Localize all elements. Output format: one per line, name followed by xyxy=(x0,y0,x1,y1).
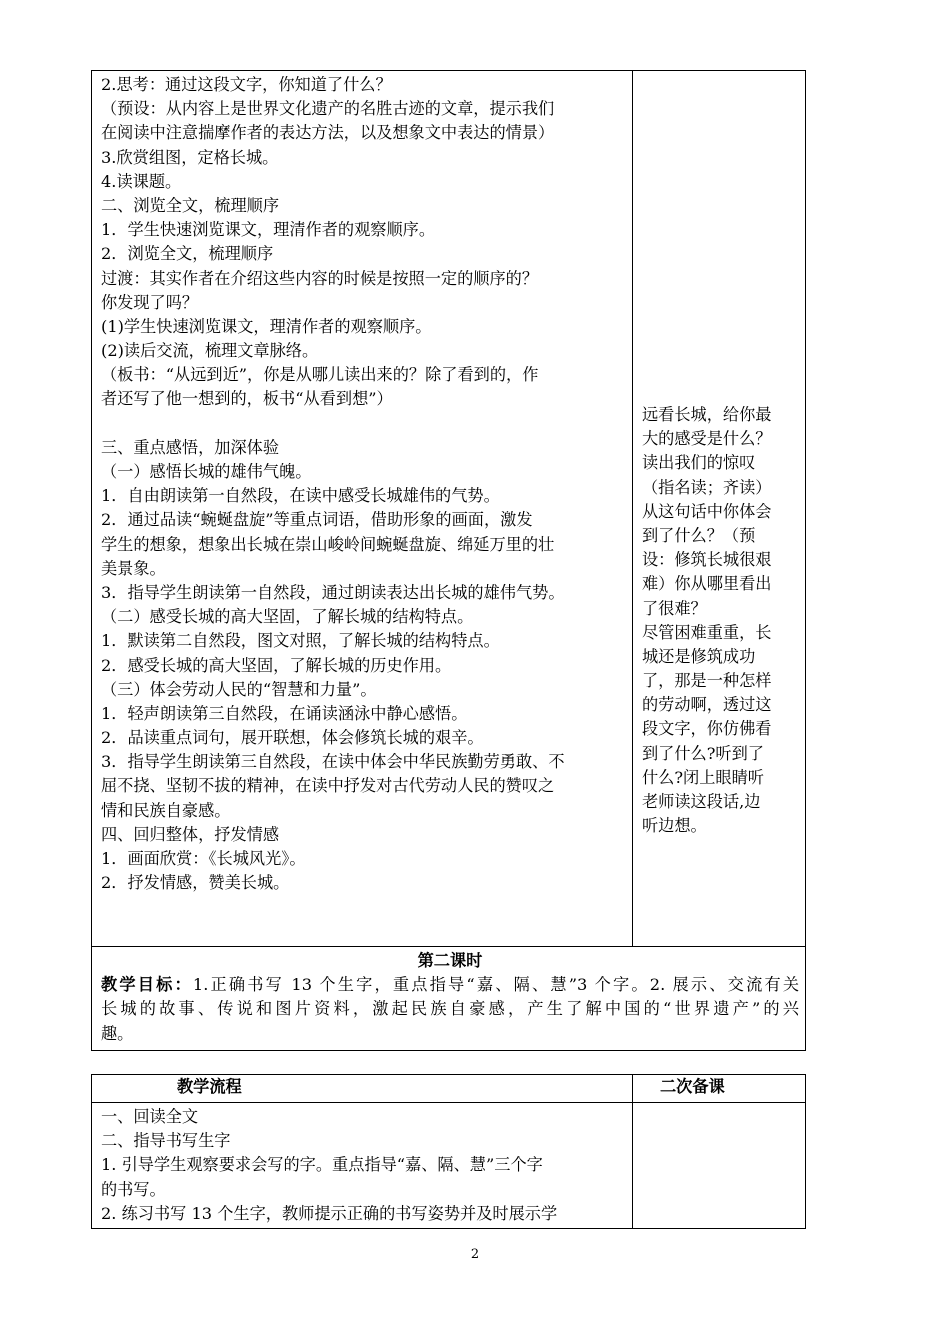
text-line: 1. 引导学生观察要求会写的字。重点指导“嘉、隔、慧”三个字 xyxy=(101,1155,543,1175)
text-line: (1)学生快速浏览课文，理清作者的观察顺序。 xyxy=(101,316,432,336)
text-line: （板书：“从远到近”，你是从哪儿读出来的？除了看到的，作 xyxy=(101,365,539,385)
text-line: 2．浏览全文，梳理顺序 xyxy=(101,244,274,264)
text-line: 尽管困难重重，长 xyxy=(642,622,772,642)
teaching-process-cell xyxy=(92,71,633,947)
text-line: 到了什么？（预 xyxy=(642,525,756,545)
header-secondary-prep-label: 二次备课 xyxy=(660,1077,725,1096)
lesson-plan-table-2 xyxy=(91,1074,806,1229)
text-line: 城还是修筑成功 xyxy=(642,646,756,666)
teaching-process-cell xyxy=(92,1103,633,1229)
lesson-two-title: 第二课时 xyxy=(417,951,483,970)
teaching-goal-label: 教学目标： xyxy=(101,975,193,995)
text-line: 者还写了他一想到的，板书“从看到想”） xyxy=(101,389,393,409)
header-secondary-prep xyxy=(633,1075,806,1103)
text-line: （指名读；齐读） xyxy=(642,477,772,497)
teaching-process-text xyxy=(101,73,626,895)
text-line: 1．画面欣赏：《长城风光》。 xyxy=(101,849,306,868)
secondary-prep-text xyxy=(642,403,799,838)
text-line: 二、浏览全文，梳理顺序 xyxy=(101,195,280,215)
teaching-goal-text: 趣。 xyxy=(101,1023,134,1043)
text-line: 1．自由朗读第一自然段，在读中感受长城雄伟的气势。 xyxy=(101,486,500,506)
text-line: 1．默读第二自然段，图文对照，了解长城的结构特点。 xyxy=(101,631,500,651)
teaching-process-text xyxy=(101,1105,626,1226)
text-line: 的劳动啊，透过这 xyxy=(642,695,772,715)
text-line: 读出我们的惊叹 xyxy=(642,453,756,473)
text-line: 远看长城，给你最 xyxy=(642,405,772,424)
text-line: 1．学生快速浏览课文，理清作者的观察顺序。 xyxy=(101,220,436,240)
text-line: 难）你从哪里看出 xyxy=(642,574,772,594)
text-line: (2)读后交流，梳理文章脉络。 xyxy=(101,341,319,361)
text-line: 听边想。 xyxy=(642,816,707,836)
text-line: 4.读课题。 xyxy=(101,171,182,191)
text-line: 四、回归整体，抒发情感 xyxy=(101,824,280,844)
teaching-goal-line xyxy=(101,973,799,997)
text-line: 1．轻声朗读第三自然段，在诵读涵泳中静心感悟。 xyxy=(101,703,468,723)
text-line: （二）感受长城的高大坚固，了解长城的结构特点。 xyxy=(101,607,474,627)
text-line: 2．通过品读“蜿蜒盘旋”等重点词语，借助形象的画面，激发 xyxy=(101,510,533,530)
teaching-goal-text: 长城的故事、传说和图片资料，激起民族自豪感，产生了解中国的“世界遗产”的兴 xyxy=(101,999,799,1019)
secondary-prep-cell xyxy=(633,1103,806,1229)
text-line: （预设：从内容上是世界文化遗产的名胜古迹的文章，提示我们 xyxy=(101,99,555,119)
secondary-prep-cell xyxy=(633,71,806,947)
text-line: 3．指导学生朗读第一自然段，通过朗读表达出长城的雄伟气势。 xyxy=(101,582,565,602)
text-line: 屈不挠、坚韧不拔的精神，在读中抒发对古代劳动人民的赞叹之 xyxy=(101,776,555,796)
lesson-two-cell xyxy=(92,947,806,1051)
text-line: 过渡：其实作者在介绍这些内容的时候是按照一定的顺序的？ xyxy=(101,268,539,288)
text-line: 2.思考：通过这段文字，你知道了什么？ xyxy=(101,75,392,94)
text-line: 2．感受长城的高大坚固，了解长城的历史作用。 xyxy=(101,655,452,675)
teaching-goal-text: 1.正确书写 13 个生字，重点指导“嘉、隔、慧”3 个字。2. 展示、交流有关 xyxy=(192,975,799,995)
text-line: 了很难？ xyxy=(642,598,707,618)
text-line: 段文字，你仿佛看 xyxy=(642,719,772,739)
text-line: 你发现了吗？ xyxy=(101,292,199,312)
text-line: 2. 练习书写 13 个生字，教师提示正确的书写姿势并及时展示学 xyxy=(101,1203,558,1223)
text-line: 一、回读全文 xyxy=(101,1107,199,1126)
text-line: 3.欣赏组图，定格长城。 xyxy=(101,147,279,167)
text-line: 2．品读重点词句，展开联想，体会修筑长城的艰辛。 xyxy=(101,728,484,748)
text-line: 大的感受是什么？ xyxy=(642,429,772,449)
table-row xyxy=(92,71,806,947)
text-line: 了，那是一种怎样 xyxy=(642,671,772,691)
table-header-row xyxy=(92,1075,806,1103)
header-teaching-process-label: 教学流程 xyxy=(177,1077,242,1096)
header-teaching-process xyxy=(92,1075,633,1103)
text-line: （一）感悟长城的雄伟气魄。 xyxy=(101,462,312,481)
text-line: （三）体会劳动人民的“智慧和力量”。 xyxy=(101,679,377,699)
text-line xyxy=(101,412,626,436)
table-row xyxy=(92,1103,806,1229)
text-line: 设：修筑长城很艰 xyxy=(642,550,772,570)
lesson-plan-table-1 xyxy=(91,70,806,1051)
text-line: 情和民族自豪感。 xyxy=(101,800,231,820)
text-line: 3．指导学生朗读第三自然段，在读中体会中华民族勤劳勇敢、不 xyxy=(101,752,565,772)
page-number: 2 xyxy=(470,1247,480,1262)
text-line: 学生的想象，想象出长城在崇山峻岭间蜿蜒盘旋、绵延万里的壮 xyxy=(101,534,555,554)
text-line: 从这句话中你体会 xyxy=(642,501,772,521)
text-line: 老师读这段话,边 xyxy=(642,792,761,811)
table-row xyxy=(92,947,806,1051)
text-line: 美景象。 xyxy=(101,558,166,578)
text-line: 的书写。 xyxy=(101,1179,166,1199)
text-line: 2．抒发情感，赞美长城。 xyxy=(101,873,290,893)
text-line: 在阅读中注意揣摩作者的表达方法，以及想象文中表达的情景） xyxy=(101,123,555,143)
text-line: 到了什么?听到了 xyxy=(642,743,764,763)
text-line: 什么?闭上眼睛听 xyxy=(642,767,764,787)
text-line: 三、重点感悟，加深体验 xyxy=(101,437,280,457)
text-line: 二、指导书写生字 xyxy=(101,1131,231,1151)
